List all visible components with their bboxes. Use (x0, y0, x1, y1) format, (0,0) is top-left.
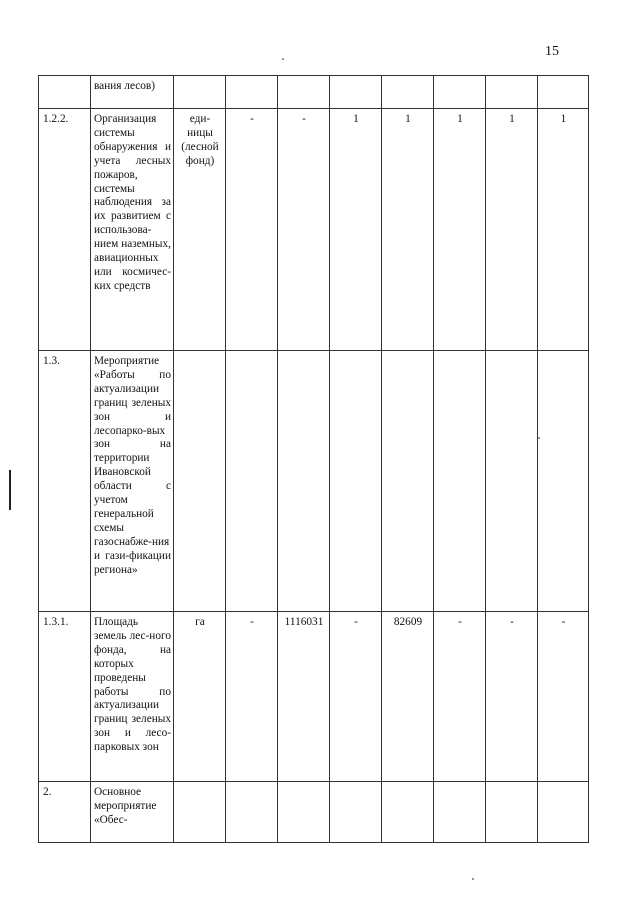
row-value-cell: 1 (538, 109, 589, 351)
row-name-cell: вания лесов) (91, 76, 174, 109)
row-value-cell (382, 76, 434, 109)
row-value-cell: 1 (382, 109, 434, 351)
row-value-cell (486, 76, 538, 109)
table-row (39, 109, 589, 351)
row-value-cell (382, 351, 434, 612)
row-value-cell (330, 782, 382, 843)
row-name-cell: Основное мероприятие «Обес- (91, 782, 174, 843)
row-value-cell (486, 351, 538, 612)
scan-speck (282, 58, 284, 60)
row-code-cell (39, 76, 91, 109)
row-unit-cell (174, 782, 226, 843)
row-value-cell (278, 782, 330, 843)
row-value-cell: 82609 (382, 612, 434, 782)
row-value-cell: 1116031 (278, 612, 330, 782)
row-value-cell: - (434, 612, 486, 782)
row-value-cell: - (486, 612, 538, 782)
row-value-cell (226, 782, 278, 843)
table-row (39, 351, 589, 612)
row-value-cell: 1 (434, 109, 486, 351)
row-value-cell: - (226, 612, 278, 782)
row-value-cell (434, 76, 486, 109)
row-code-cell: 1.3. (39, 351, 91, 612)
table-row (39, 76, 589, 109)
row-name-cell: Мероприятие «Работы по актуализации границ зеленых зон и лесопарко-вых зон на территории Ивановской области с учетом генеральной схемы газоснабже-ния и гази-фикации региона» (91, 351, 174, 612)
row-value-cell: 1 (330, 109, 382, 351)
scan-artifact-line (9, 470, 11, 510)
indicators-table (38, 75, 589, 843)
row-value-cell (434, 782, 486, 843)
row-value-cell: 1 (486, 109, 538, 351)
row-code-cell: 2. (39, 782, 91, 843)
row-value-cell (278, 351, 330, 612)
row-value-cell (226, 76, 278, 109)
row-value-cell (382, 782, 434, 843)
row-value-cell: - (330, 612, 382, 782)
page-number: 15 (545, 44, 559, 59)
row-value-cell: - (538, 612, 589, 782)
row-unit-cell (174, 351, 226, 612)
row-unit-cell: еди- ницы (лесной фонд) (174, 109, 226, 351)
row-value-cell (486, 782, 538, 843)
row-value-cell (538, 76, 589, 109)
row-code-cell: 1.3.1. (39, 612, 91, 782)
row-value-cell: - (226, 109, 278, 351)
row-value-cell: - (278, 109, 330, 351)
row-unit-cell (174, 76, 226, 109)
row-unit-cell: га (174, 612, 226, 782)
scan-speck (472, 878, 474, 880)
table-row (39, 612, 589, 782)
row-value-cell (330, 351, 382, 612)
row-value-cell (226, 351, 278, 612)
row-value-cell (434, 351, 486, 612)
row-name-cell: Площадь земель лес-ного фонда, на которых проведены работы по актуализации границ зеленых зон и лесо-парковых зон (91, 612, 174, 782)
row-value-cell (538, 351, 589, 612)
table-row (39, 782, 589, 843)
row-name-cell: Организация системы обнаружения и учета лесных пожаров, системы наблюдения за их развитием с использова-нием наземных, авиационных или космичес-ких средств (91, 109, 174, 351)
row-value-cell (330, 76, 382, 109)
row-code-cell: 1.2.2. (39, 109, 91, 351)
row-value-cell (278, 76, 330, 109)
row-value-cell (538, 782, 589, 843)
